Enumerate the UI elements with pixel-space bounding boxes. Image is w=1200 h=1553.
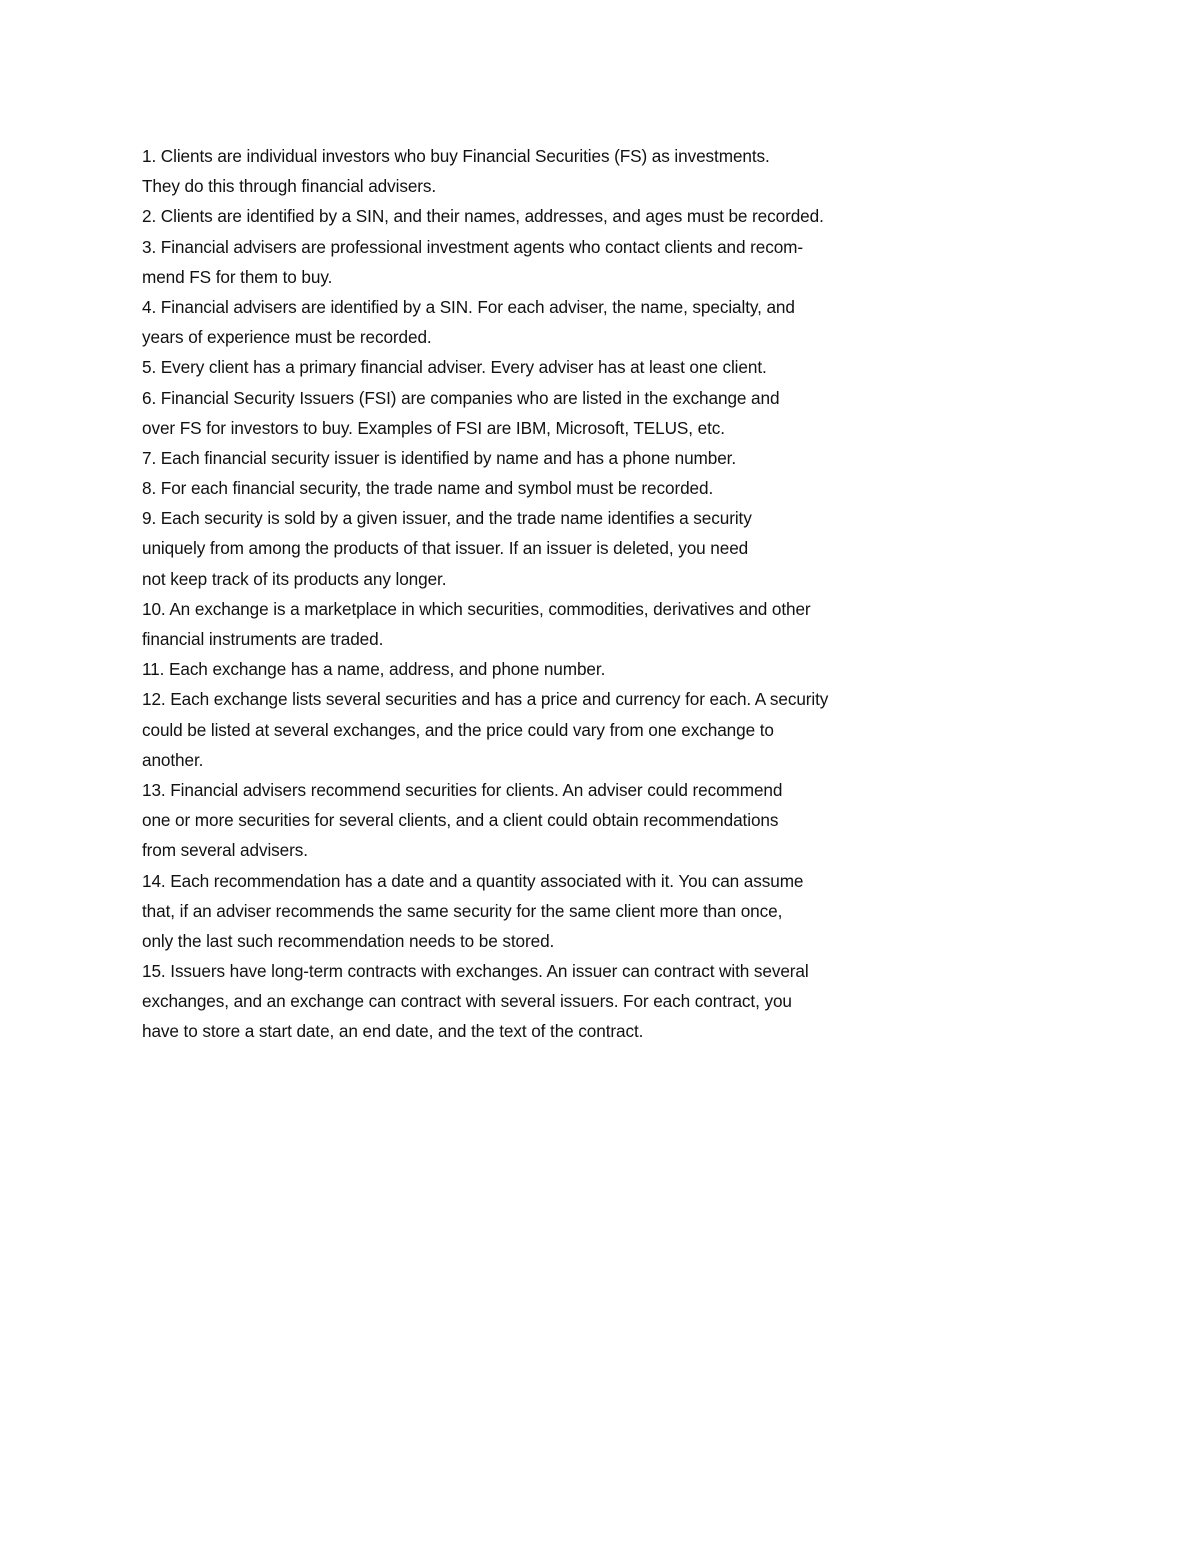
text-line: 15. Issuers have long-term contracts with exchanges. An issuer can contract with several — [142, 961, 809, 982]
text-line: another. — [142, 749, 204, 770]
text-line: over FS for investors to buy. Examples of FSI are IBM, Microsoft, TELUS, etc. — [142, 417, 725, 438]
text-line: They do this through financial advisers. — [142, 176, 437, 197]
text-line: from several advisers. — [142, 840, 308, 861]
text-line: have to store a start date, an end date, and the text of the contract. — [142, 1021, 644, 1042]
text-line: 1. Clients are individual investors who buy Financial Securities (FS) as investments. — [142, 146, 770, 166]
text-line: 7. Each financial security issuer is identified by name and has a phone number. — [142, 447, 737, 468]
text-line: 9. Each security is sold by a given issuer, and the trade name identifies a security — [142, 508, 752, 529]
text-line: years of experience must be recorded. — [142, 327, 432, 348]
text-line: could be listed at several exchanges, and the price could vary from one exchange to — [142, 719, 774, 740]
text-line: not keep track of its products any longer. — [142, 568, 447, 589]
text-line: uniquely from among the products of that issuer. If an issuer is deleted, you need — [142, 538, 749, 559]
text-line: 14. Each recommendation has a date and a quantity associated with it. You can assume — [142, 870, 804, 891]
text-line: 3. Financial advisers are professional investment agents who contact clients and recom- — [142, 236, 803, 257]
text-line: exchanges, and an exchange can contract with several issuers. For each contract, you — [142, 991, 792, 1012]
text-line: 13. Financial advisers recommend securities for clients. An adviser could recommend — [142, 779, 783, 800]
text-line: that, if an adviser recommends the same security for the same client more than once, — [142, 900, 783, 921]
text-line: mend FS for them to buy. — [142, 266, 333, 287]
text-line: 5. Every client has a primary financial adviser. Every adviser has at least one client. — [142, 357, 767, 378]
text-line: only the last such recommendation needs to be stored. — [142, 930, 555, 951]
text-line: 11. Each exchange has a name, address, and phone number. — [142, 659, 606, 680]
text-line: 6. Financial Security Issuers (FSI) are companies who are listed in the exchange and — [142, 387, 780, 408]
text-line: 2. Clients are identified by a SIN, and their names, addresses, and ages must be recorded. — [142, 206, 824, 227]
text-line: 4. Financial advisers are identified by a SIN. For each adviser, the name, specialty, and — [142, 296, 795, 317]
text-line: one or more securities for several clients, and a client could obtain recommendations — [142, 810, 779, 831]
text-line: 8. For each financial security, the trade name and symbol must be recorded. — [142, 478, 714, 499]
text-line: 12. Each exchange lists several securities and has a price and currency for each. A security — [142, 689, 829, 710]
text-line: 10. An exchange is a marketplace in which securities, commodities, derivatives and other — [142, 598, 811, 619]
text-line: financial instruments are traded. — [142, 629, 384, 649]
requirements-text — [142, 141, 962, 1047]
